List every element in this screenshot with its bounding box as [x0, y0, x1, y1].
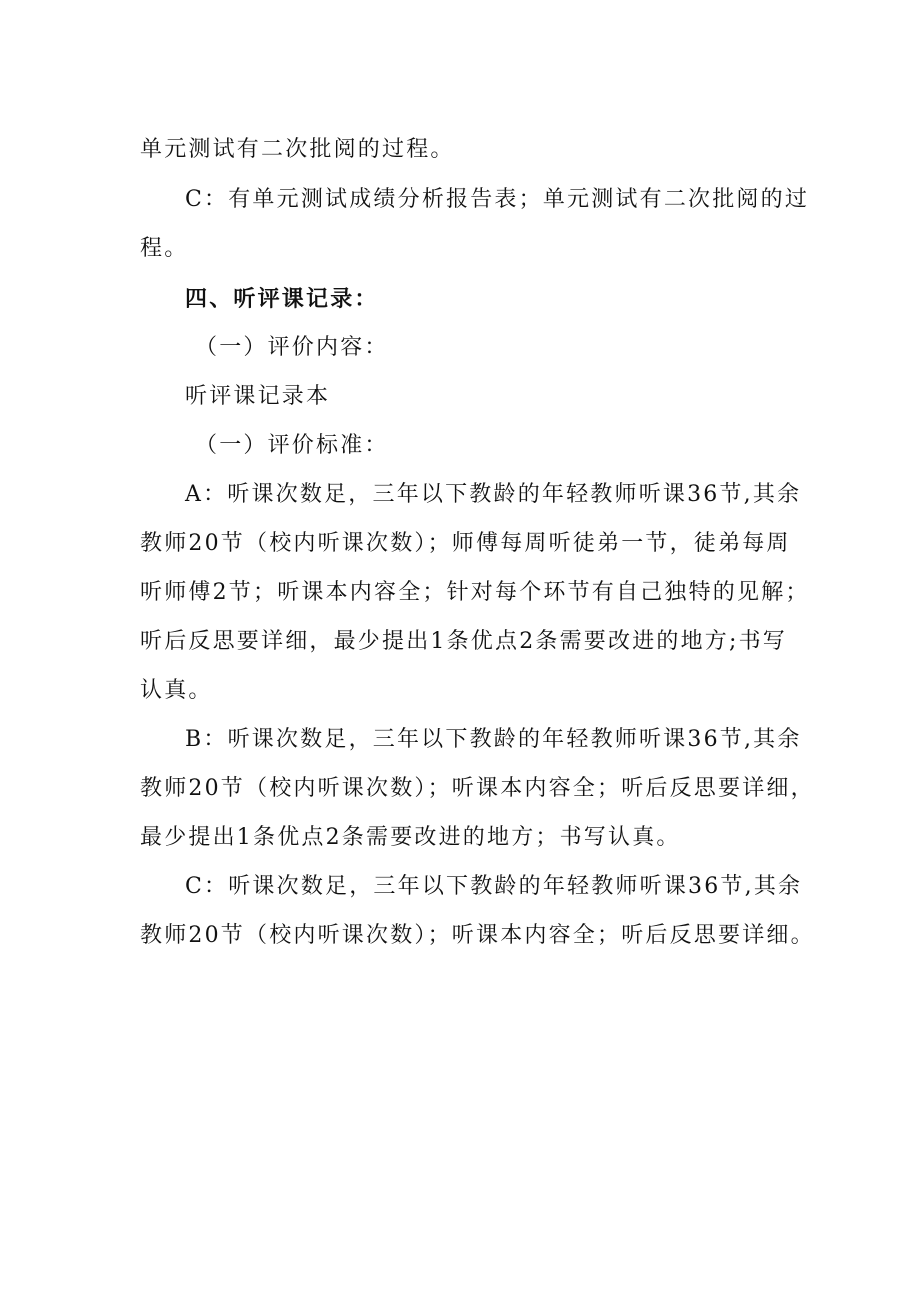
text-line: 教师20节（校内听课次数）；听课本内容全；听后反思要详细， [140, 776, 815, 801]
grade-c-unit-test-line: C：有单元测试成绩分析报告表；单元测试有二次批阅的过 [185, 187, 810, 212]
evaluation-content-text: 听评课记录本 [185, 384, 331, 409]
grade-c-line: C：听课次数足，三年以下教龄的年轻教师听课36节,其余 [185, 874, 803, 899]
grade-b-line: B：听课次数足，三年以下教龄的年轻教师听课36节,其余 [185, 727, 802, 752]
grade-a-line: A：听课次数足，三年以下教龄的年轻教师听课36节,其余 [185, 482, 802, 507]
text-line: 认真。 [140, 678, 213, 703]
text-line: 最少提出1条优点2条需要改进的地方；书写认真。 [140, 825, 681, 850]
text-line: 单元测试有二次批阅的过程。 [140, 137, 455, 162]
text-line: 听后反思要详细，最少提出1条优点2条需要改进的地方;书写 [140, 629, 788, 654]
text-line: 听师傅2节；听课本内容全；针对每个环节有自己独特的见解； [140, 580, 810, 605]
text-line: 程。 [140, 236, 189, 261]
text-line: 教师20节（校内听课次数）；师傅每周听徒弟一节，徒弟每周 [140, 531, 791, 556]
subsection-heading: （一）评价内容： [195, 335, 389, 360]
subsection-heading: （一）评价标准： [195, 433, 389, 458]
text-line: 教师20节（校内听课次数）；听课本内容全；听后反思要详细。 [140, 923, 815, 948]
section-heading: 四、听评课记录： [185, 286, 379, 312]
